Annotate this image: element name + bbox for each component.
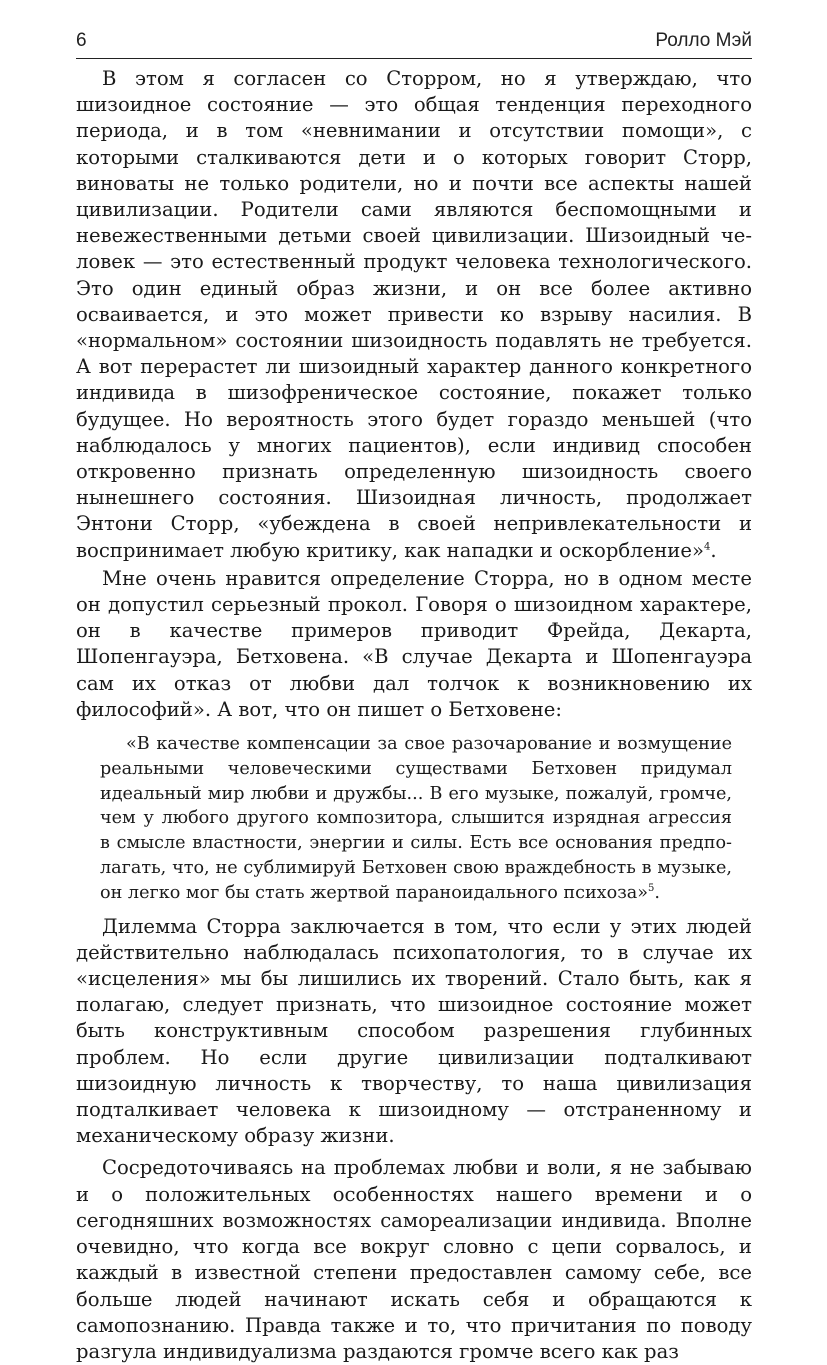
quote-end: . — [654, 882, 661, 903]
running-head — [76, 30, 752, 59]
footnote-ref-5[interactable]: 5 — [648, 883, 655, 894]
footnote-ref-4[interactable]: 4 — [703, 541, 711, 553]
page-number: 6 — [76, 30, 87, 51]
paragraph-4: Сосредоточиваясь на проблемах любви и воли, я не забываю и о положительных особенностях нашего времени и о сегодняшних возможностях самореализации индивида. Вполне очевидно, что когда все вокруг словно с цепи сорвалось, и каждый в известной степени предоставлен самому себе, все больше людей начинают искать себя и обращаются к самопознанию. Правда также и то, что причитания по поводу разгула индивидуализма раздаются громче всего как раз — [76, 1156, 752, 1363]
paragraph-1-text: В этом я согласен со Сторром, но я утверждаю, что шизоидное состояние — это общая тенденция переходного периода, и в том «невнимании и отсутствии помощи», с которыми сталкиваются дети и о которых говорит Сторр, виноваты не только родители, но и почти все аспекты нашей цивилизации. Родители сами являются беспомощными и невежественными детьми своей цивилизации. Шизоидный человек — это естественный продукт человека технологического. Это один единый образ жизни, и он все более активно осваивается, и это может привести ко взрыву насилия. В «нормальном» состоянии шизоидность подавлять не требуется. А вот перерастет ли шизоидный характер данного конкретного индивида в шизофреническое состояние, покажет только будущее. Но вероятность этого будет гораздо меньшей (что наблюдалось у многих пациентов), если индивид способен откровенно признать определенную шизоидность своего нынешнего состояния. Шизоидная личность, продолжает Энтони Сторр, «убеждена в своей непривлекательности и воспринимает любую критику, как нападки и оскорбление» — [76, 67, 752, 562]
author-name: Ролло Мэй — [655, 30, 752, 51]
book-page — [76, 30, 752, 1365]
body-text-continued — [76, 914, 752, 1365]
paragraph-2: Мне очень нравится определение Сторра, но в одном месте он допустил серьезный прокол. Говоря о шизоидном характере, он в качестве примеров приводит Фрейда, Декарта, Шопенгауэра, Бетховена. «В случае Декарта и Шопенгауэра сам их отказ от любви дал толчок к возникновению их философий». А вот, что он пишет о Бетховене: — [76, 566, 752, 721]
quote-text-block — [100, 732, 732, 906]
quote-text: «В качестве компенсации за свое разочарование и возмущение реальными человеческими существами Бетховен придумал идеальный мир любви и дружбы... В его музыке, пожалуй, громче, чем у любого другого композитора, слышится изрядная агрессия в смысле властности, энергии и силы. Есть все основания предполагать, что, не сублимируй Бетховен свою враждебность в музыке, он легко мог бы стать жертвой параноидального психоза» — [100, 734, 732, 903]
paragraph-3: Дилемма Сторра заключается в том, что если у этих людей действительно наблюдалась психопатология, то в случае их «исцеления» мы бы лишились их творений. Стало быть, как я полагаю, следует признать, что шизоидное состояние может быть конструктивным способом разрешения глубинных проблем. Но если другие цивилизации подталкивают шизоидную личность к творчеству, то наша цивилизация подталкивает человека к шизоидному — отстраненному и механическому образу жизни. — [76, 914, 752, 1148]
paragraph-1-end: . — [710, 538, 717, 562]
paragraph-1 — [76, 66, 752, 564]
block-quote — [100, 732, 732, 906]
body-text — [76, 66, 752, 723]
